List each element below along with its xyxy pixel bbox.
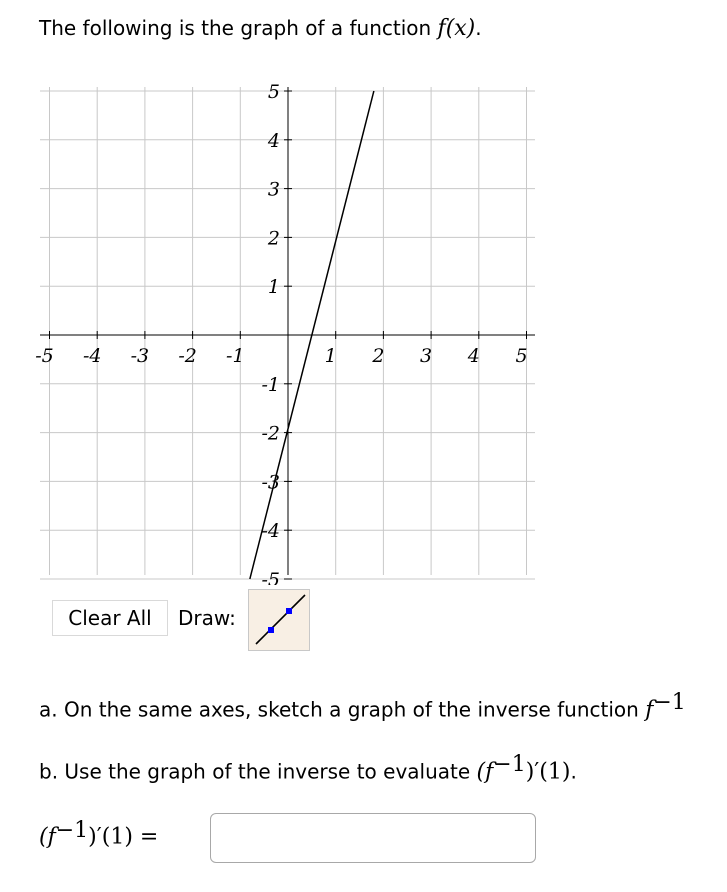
- y-tick-label: 4: [267, 129, 280, 152]
- line-tool-point-2: [286, 608, 292, 614]
- y-tick-label: 1: [267, 276, 280, 299]
- x-tick-label: -4: [82, 345, 102, 367]
- draw-label: Draw:: [178, 606, 236, 630]
- y-tick-label: 5: [267, 81, 280, 103]
- answer-input[interactable]: [210, 813, 536, 863]
- x-tick-label: 3: [420, 345, 433, 367]
- question-b-open: (f: [476, 759, 494, 785]
- y-tick-label: 3: [267, 178, 280, 201]
- answer-label-open: (f: [39, 824, 56, 850]
- intro-function: f(x): [437, 16, 476, 41]
- function-graph[interactable]: [0, 75, 560, 585]
- intro-text: [39, 16, 482, 41]
- y-tick-label: -3: [261, 471, 280, 494]
- line-tool-icon: [249, 590, 309, 650]
- y-tick-label: -4: [261, 520, 280, 543]
- x-tick-label: 5: [515, 345, 528, 367]
- question-a-sup: −1: [653, 690, 686, 715]
- question-a: [39, 690, 686, 723]
- answer-label-close: )′(1) =: [88, 824, 159, 850]
- line-tool-button[interactable]: [248, 589, 310, 651]
- intro-period: .: [475, 16, 482, 40]
- question-b-close: )′(1): [525, 759, 571, 785]
- question-b-text: b. Use the graph of the inverse to evaluate: [39, 759, 471, 784]
- x-tick-label: 4: [467, 345, 480, 367]
- y-tick-label: -5: [261, 569, 280, 585]
- clear-all-button[interactable]: Clear All: [52, 600, 168, 636]
- answer-label: [39, 818, 158, 849]
- x-tick-label: -2: [178, 345, 197, 367]
- x-tick-label: 2: [372, 345, 385, 367]
- y-tick-label: 2: [267, 227, 280, 250]
- answer-label-sup: −1: [55, 818, 89, 843]
- question-a-f: f: [645, 697, 654, 723]
- line-tool-point-1: [268, 627, 274, 633]
- question-a-text: a. On the same axes, sketch a graph of the inverse function: [39, 697, 639, 722]
- question-b-sup: −1: [493, 752, 526, 777]
- line-tool-stroke: [256, 595, 305, 644]
- x-tick-label: -1: [226, 345, 245, 367]
- y-tick-label: -1: [261, 373, 280, 396]
- x-tick-label: -5: [35, 345, 54, 367]
- question-b-period: .: [570, 759, 577, 784]
- x-tick-label: -3: [130, 345, 150, 367]
- y-tick-label: -2: [261, 422, 280, 445]
- intro-sentence: The following is the graph of a function: [39, 16, 432, 40]
- question-b: [39, 752, 577, 785]
- x-tick-label: 1: [324, 345, 337, 367]
